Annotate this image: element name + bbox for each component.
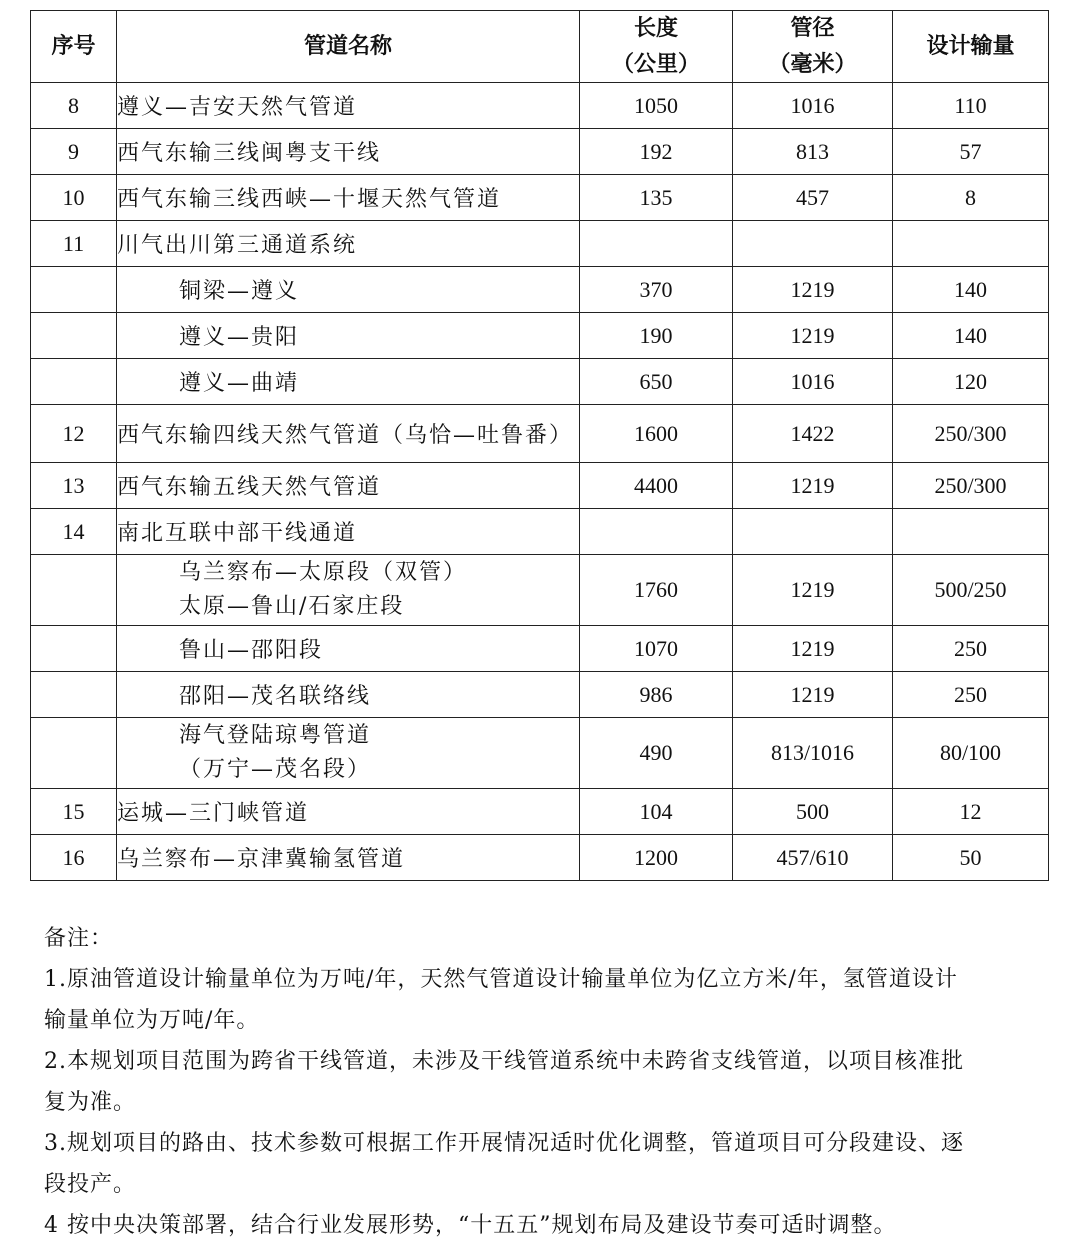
cell-name: 西气东输三线西峡—十堰天然气管道	[117, 175, 580, 221]
cell-capacity: 50	[893, 835, 1049, 881]
cell-diameter: 1219	[733, 672, 893, 718]
cell-no: 14	[31, 509, 117, 555]
cell-diameter	[733, 221, 893, 267]
cell-name: 南北互联中部干线通道	[117, 509, 580, 555]
cell-capacity: 12	[893, 789, 1049, 835]
cell-length: 650	[580, 359, 733, 405]
cell-name: 川气出川第三通道系统	[117, 221, 580, 267]
cell-name: 运城—三门峡管道	[117, 789, 580, 835]
header-length: 长度 （公里）	[580, 11, 733, 83]
cell-no: 10	[31, 175, 117, 221]
cell-capacity: 110	[893, 83, 1049, 129]
cell-length: 1050	[580, 83, 733, 129]
cell-capacity: 250/300	[893, 463, 1049, 509]
cell-no: 9	[31, 129, 117, 175]
notes-section	[44, 918, 1044, 1246]
cell-capacity: 8	[893, 175, 1049, 221]
cell-capacity	[893, 221, 1049, 267]
note-4: 4 按中央决策部署，结合行业发展形势，“十五五”规划布局及建设节奏可适时调整。	[44, 1213, 897, 1238]
cell-name: 遵义—曲靖	[117, 359, 580, 405]
cell-length: 1200	[580, 835, 733, 881]
cell-diameter: 1016	[733, 359, 893, 405]
cell-name: 遵义—吉安天然气管道	[117, 83, 580, 129]
cell-length: 1600	[580, 405, 733, 463]
cell-diameter: 457	[733, 175, 893, 221]
cell-no: 8	[31, 83, 117, 129]
table-header-row	[31, 11, 1049, 83]
cell-diameter: 457/610	[733, 835, 893, 881]
cell-diameter: 1219	[733, 555, 893, 626]
cell-no	[31, 672, 117, 718]
table-row	[31, 555, 1049, 626]
cell-name: 西气东输五线天然气管道	[117, 463, 580, 509]
cell-diameter: 1016	[733, 83, 893, 129]
note-1-line-1: 1.原油管道设计输量单位为万吨/年，天然气管道设计输量单位为亿立方米/年，氢管道设计	[44, 967, 958, 992]
cell-length: 190	[580, 313, 733, 359]
cell-length: 192	[580, 129, 733, 175]
cell-capacity: 500/250	[893, 555, 1049, 626]
cell-capacity: 57	[893, 129, 1049, 175]
table-row	[31, 175, 1049, 221]
cell-no: 15	[31, 789, 117, 835]
table-row	[31, 267, 1049, 313]
header-diameter: 管径 （毫米）	[733, 11, 893, 83]
cell-length: 490	[580, 718, 733, 789]
cell-name: 乌兰察布—京津冀输氢管道	[117, 835, 580, 881]
cell-no	[31, 555, 117, 626]
cell-length: 1070	[580, 626, 733, 672]
cell-diameter: 1219	[733, 267, 893, 313]
note-3-line-1: 3.规划项目的路由、技术参数可根据工作开展情况适时优化调整，管道项目可分段建设、逐	[44, 1131, 964, 1156]
cell-no	[31, 359, 117, 405]
cell-length: 4400	[580, 463, 733, 509]
cell-name: 鲁山—邵阳段	[117, 626, 580, 672]
cell-name: 西气东输三线闽粤支干线	[117, 129, 580, 175]
cell-length: 1760	[580, 555, 733, 626]
cell-diameter: 500	[733, 789, 893, 835]
cell-diameter	[733, 509, 893, 555]
cell-no	[31, 718, 117, 789]
table-row	[31, 359, 1049, 405]
cell-diameter: 813	[733, 129, 893, 175]
notes-title: 备注：	[44, 926, 114, 951]
table-row	[31, 221, 1049, 267]
cell-length: 135	[580, 175, 733, 221]
table-row	[31, 789, 1049, 835]
header-no: 序号	[31, 11, 117, 83]
cell-capacity: 80/100	[893, 718, 1049, 789]
cell-capacity: 140	[893, 267, 1049, 313]
note-1-line-2: 输量单位为万吨/年。	[44, 1008, 260, 1033]
cell-capacity: 120	[893, 359, 1049, 405]
cell-capacity: 140	[893, 313, 1049, 359]
table-row	[31, 672, 1049, 718]
cell-no: 13	[31, 463, 117, 509]
table-row	[31, 718, 1049, 789]
note-3-line-2: 段投产。	[44, 1172, 137, 1197]
pipeline-table	[30, 10, 1049, 881]
cell-no	[31, 267, 117, 313]
cell-name: 遵义—贵阳	[117, 313, 580, 359]
cell-name: 铜梁—遵义	[117, 267, 580, 313]
table-row	[31, 129, 1049, 175]
cell-capacity	[893, 509, 1049, 555]
cell-name: 西气东输四线天然气管道（乌恰—吐鲁番）	[117, 405, 580, 463]
cell-name: 乌兰察布—太原段（双管） 太原—鲁山/石家庄段	[117, 555, 580, 626]
note-2-line-1: 2.本规划项目范围为跨省干线管道，未涉及干线管道系统中未跨省支线管道，以项目核准批	[44, 1049, 964, 1074]
cell-diameter: 1219	[733, 626, 893, 672]
cell-capacity: 250/300	[893, 405, 1049, 463]
cell-length	[580, 221, 733, 267]
table-row	[31, 313, 1049, 359]
table-row	[31, 83, 1049, 129]
cell-diameter: 1219	[733, 463, 893, 509]
cell-no: 12	[31, 405, 117, 463]
table-row	[31, 835, 1049, 881]
table-row	[31, 509, 1049, 555]
cell-length: 104	[580, 789, 733, 835]
cell-diameter: 1422	[733, 405, 893, 463]
cell-capacity: 250	[893, 626, 1049, 672]
cell-capacity: 250	[893, 672, 1049, 718]
cell-diameter: 1219	[733, 313, 893, 359]
header-capacity: 设计输量	[893, 11, 1049, 83]
cell-no	[31, 313, 117, 359]
cell-length: 370	[580, 267, 733, 313]
cell-length: 986	[580, 672, 733, 718]
table-row	[31, 405, 1049, 463]
cell-name: 海气登陆琼粤管道 （万宁—茂名段）	[117, 718, 580, 789]
table-row	[31, 626, 1049, 672]
cell-name: 邵阳—茂名联络线	[117, 672, 580, 718]
cell-no: 11	[31, 221, 117, 267]
cell-no	[31, 626, 117, 672]
cell-length	[580, 509, 733, 555]
note-2-line-2: 复为准。	[44, 1090, 137, 1115]
cell-diameter: 813/1016	[733, 718, 893, 789]
header-name: 管道名称	[117, 11, 580, 83]
table-row	[31, 463, 1049, 509]
cell-no: 16	[31, 835, 117, 881]
